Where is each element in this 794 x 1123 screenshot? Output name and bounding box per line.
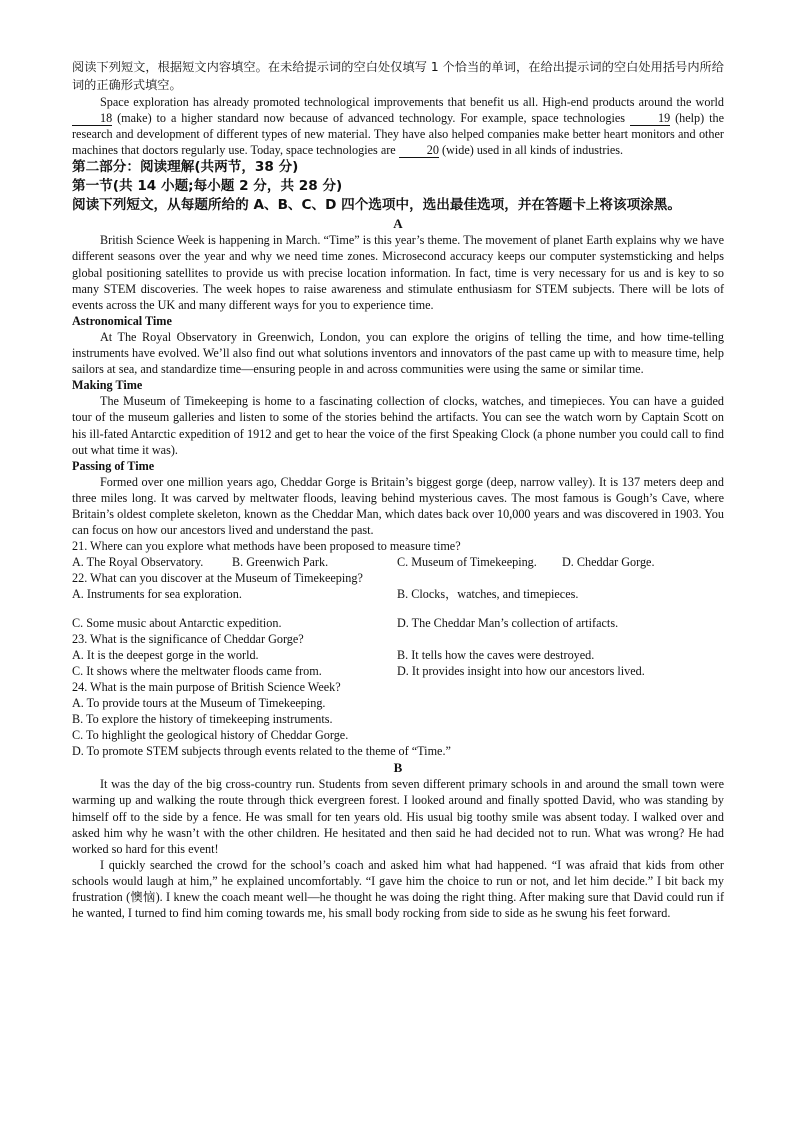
options-22-row1 bbox=[72, 586, 724, 602]
blank-19: 19 bbox=[630, 112, 670, 126]
passage-b-label: B bbox=[393, 760, 403, 776]
options-23-row2 bbox=[72, 663, 724, 679]
section1-title: 第一节(共 14 小题;每小题 2 分，共 28 分) bbox=[72, 178, 343, 195]
option-23c: C. It shows where the meltwater floods came from. bbox=[72, 663, 322, 678]
option-22c: C. Some music about Antarctic expedition. bbox=[72, 615, 282, 630]
exam-page bbox=[72, 58, 724, 921]
option-21a: A. The Royal Observatory. bbox=[72, 555, 204, 570]
cloze-text-2: (make) to a higher standard now because of advanced technology. For example, space technologies bbox=[112, 111, 630, 126]
options-22-row2 bbox=[72, 615, 724, 631]
option-24c: C. To highlight the geological history of Cheddar Gorge. bbox=[72, 728, 349, 743]
heading-passing-of-time: Passing of Time bbox=[72, 458, 155, 473]
question-23: 23. What is the significance of Cheddar Gorge? bbox=[72, 631, 304, 646]
option-22d: D. The Cheddar Man’s collection of artifacts. bbox=[397, 615, 619, 630]
option-21b: B. Greenwich Park. bbox=[232, 555, 329, 570]
passage-b-para-2: I quickly searched the crowd for the school’s coach and asked him what had happened. “I was afraid that kids from other schools would laugh at him,” he explained uncomfortably. “I gave him the choice to run or not, and let him decide.” I bit back my frustration (懊恼). I knew the coach meant well—he thought he was doing the right thing. After making sure that David could run if he wanted, I turned to find him coming towards me, his small body rocking from side to side as he swung his feet forward. bbox=[72, 857, 724, 921]
option-23b: B. It tells how the caves were destroyed. bbox=[397, 647, 595, 662]
options-23-row1 bbox=[72, 647, 724, 663]
option-24a: A. To provide tours at the Museum of Timekeeping. bbox=[72, 696, 326, 710]
option-23d: D. It provides insight into how our ancestors lived. bbox=[397, 663, 645, 678]
cloze-instruction: 阅读下列短文，根据短文内容填空。在未给提示词的空白处仅填写 1 个恰当的单词，在给出提示词的空白处用括号内所给词的正确形式填空。 bbox=[72, 60, 724, 92]
option-21d: D. Cheddar Gorge. bbox=[562, 555, 655, 570]
cloze-passage bbox=[72, 94, 724, 158]
cloze-text-1: Space exploration has already promoted technological improvements that benefit us all. High-end products around the world bbox=[100, 95, 724, 109]
passage-b-para-1: It was the day of the big cross-country run. Students from seven different primary schools in and around the small town were warming up and walking the route through thick evergreen forest. I looked around and finally spotted David, who was standing by himself off to the side by a fence. He was small for ten years old. His usual big toothy smile was absent today. I walked over and asked him why he wasn’t with the other children. He hesitated and then said he had decided not to run. What was wrong? He had worked so hard for this event! bbox=[72, 777, 724, 856]
passage-a-museum: The Museum of Timekeeping is home to a fascinating collection of clocks, watches, and timepieces. You can have a guided tour of the museum galleries and listen to some of the stories behind the artifacts. You can see the watch worn by Captain Scott on his ill-fated Antarctic expedition of 1912 and get to hear the voice of the first Speaking Clock (a phone number you could call to find out what time it was). bbox=[72, 394, 724, 457]
option-22b: B. Clocks，watches, and timepieces. bbox=[397, 587, 579, 602]
heading-astronomical-time: Astronomical Time bbox=[72, 313, 172, 328]
blank-18: 18 bbox=[72, 112, 112, 126]
option-22a: A. Instruments for sea exploration. bbox=[72, 587, 242, 602]
question-24: 24. What is the main purpose of British Science Week? bbox=[72, 679, 341, 694]
option-21c: C. Museum of Timekeeping. bbox=[397, 555, 537, 570]
cloze-text-4: (wide) used in all kinds of industries. bbox=[438, 143, 624, 158]
question-22: 22. What can you discover at the Museum of Timekeeping? bbox=[72, 571, 363, 586]
blank-20: 20 bbox=[399, 144, 439, 158]
option-23a: A. It is the deepest gorge in the world. bbox=[72, 647, 259, 662]
passage-a-gorge: Formed over one million years ago, Cheddar Gorge is Britain’s biggest gorge (deep, narrow valley). It is 137 meters deep and three miles long. It was carved by meltwater floods, leaving behind mysterious caves. The most famous is Gough’s Cave, where Britain’s oldest complete skeleton, known as the Cheddar Man, which dates back over 10,000 years and was discovered in 1903. You can focus on how our ancestors lived and understand the past. bbox=[72, 474, 724, 538]
heading-making-time: Making Time bbox=[72, 378, 143, 393]
passage-a-intro: British Science Week is happening in March. “Time” is this year’s theme. The movement of planet Earth explains why we have different seasons over the year and why we need time zones. Microsecond accuracy keeps our computer systemsticking and helps global positioning satellites to provide us with precise location information. In fact, time is very necessary for us and is key to so many STEM discoveries. The week hopes to raise awareness and stimulate enthusiasm for STEM subjects. There will be lots of events across the UK and many different ways for you to experience time. bbox=[72, 233, 724, 312]
cloze-text-3: (help) the research and development of different types of new material. They have also helped companies make better heart monitors and other machines that doctors regularly use. Today, space technologies are bbox=[72, 111, 724, 158]
options-21 bbox=[72, 554, 724, 570]
question-21: 21. Where can you explore what methods have been proposed to measure time? bbox=[72, 539, 461, 554]
reading-instruction: 阅读下列短文，从每题所给的 A、B、C、D 四个选项中，选出最佳选项，并在答题卡上将该项涂黑。 bbox=[72, 197, 681, 214]
part2-title: 第二部分：阅读理解(共两节，38 分) bbox=[72, 159, 299, 176]
passage-a-label: A bbox=[393, 216, 403, 232]
option-24b: B. To explore the history of timekeeping instruments. bbox=[72, 712, 333, 727]
spacer bbox=[72, 603, 724, 615]
passage-a-observatory: At The Royal Observatory in Greenwich, London, you can explore the origins of telling the time, and how time-telling instruments have evolved. We’ll also find out what solutions inventors and innovators of the past came up with to measure time, help sailors at sea, and standardize time—ensuring people in and across communities were using the same or similar time. bbox=[72, 329, 724, 377]
option-24d: D. To promote STEM subjects through events related to the theme of “Time.” bbox=[72, 744, 451, 759]
